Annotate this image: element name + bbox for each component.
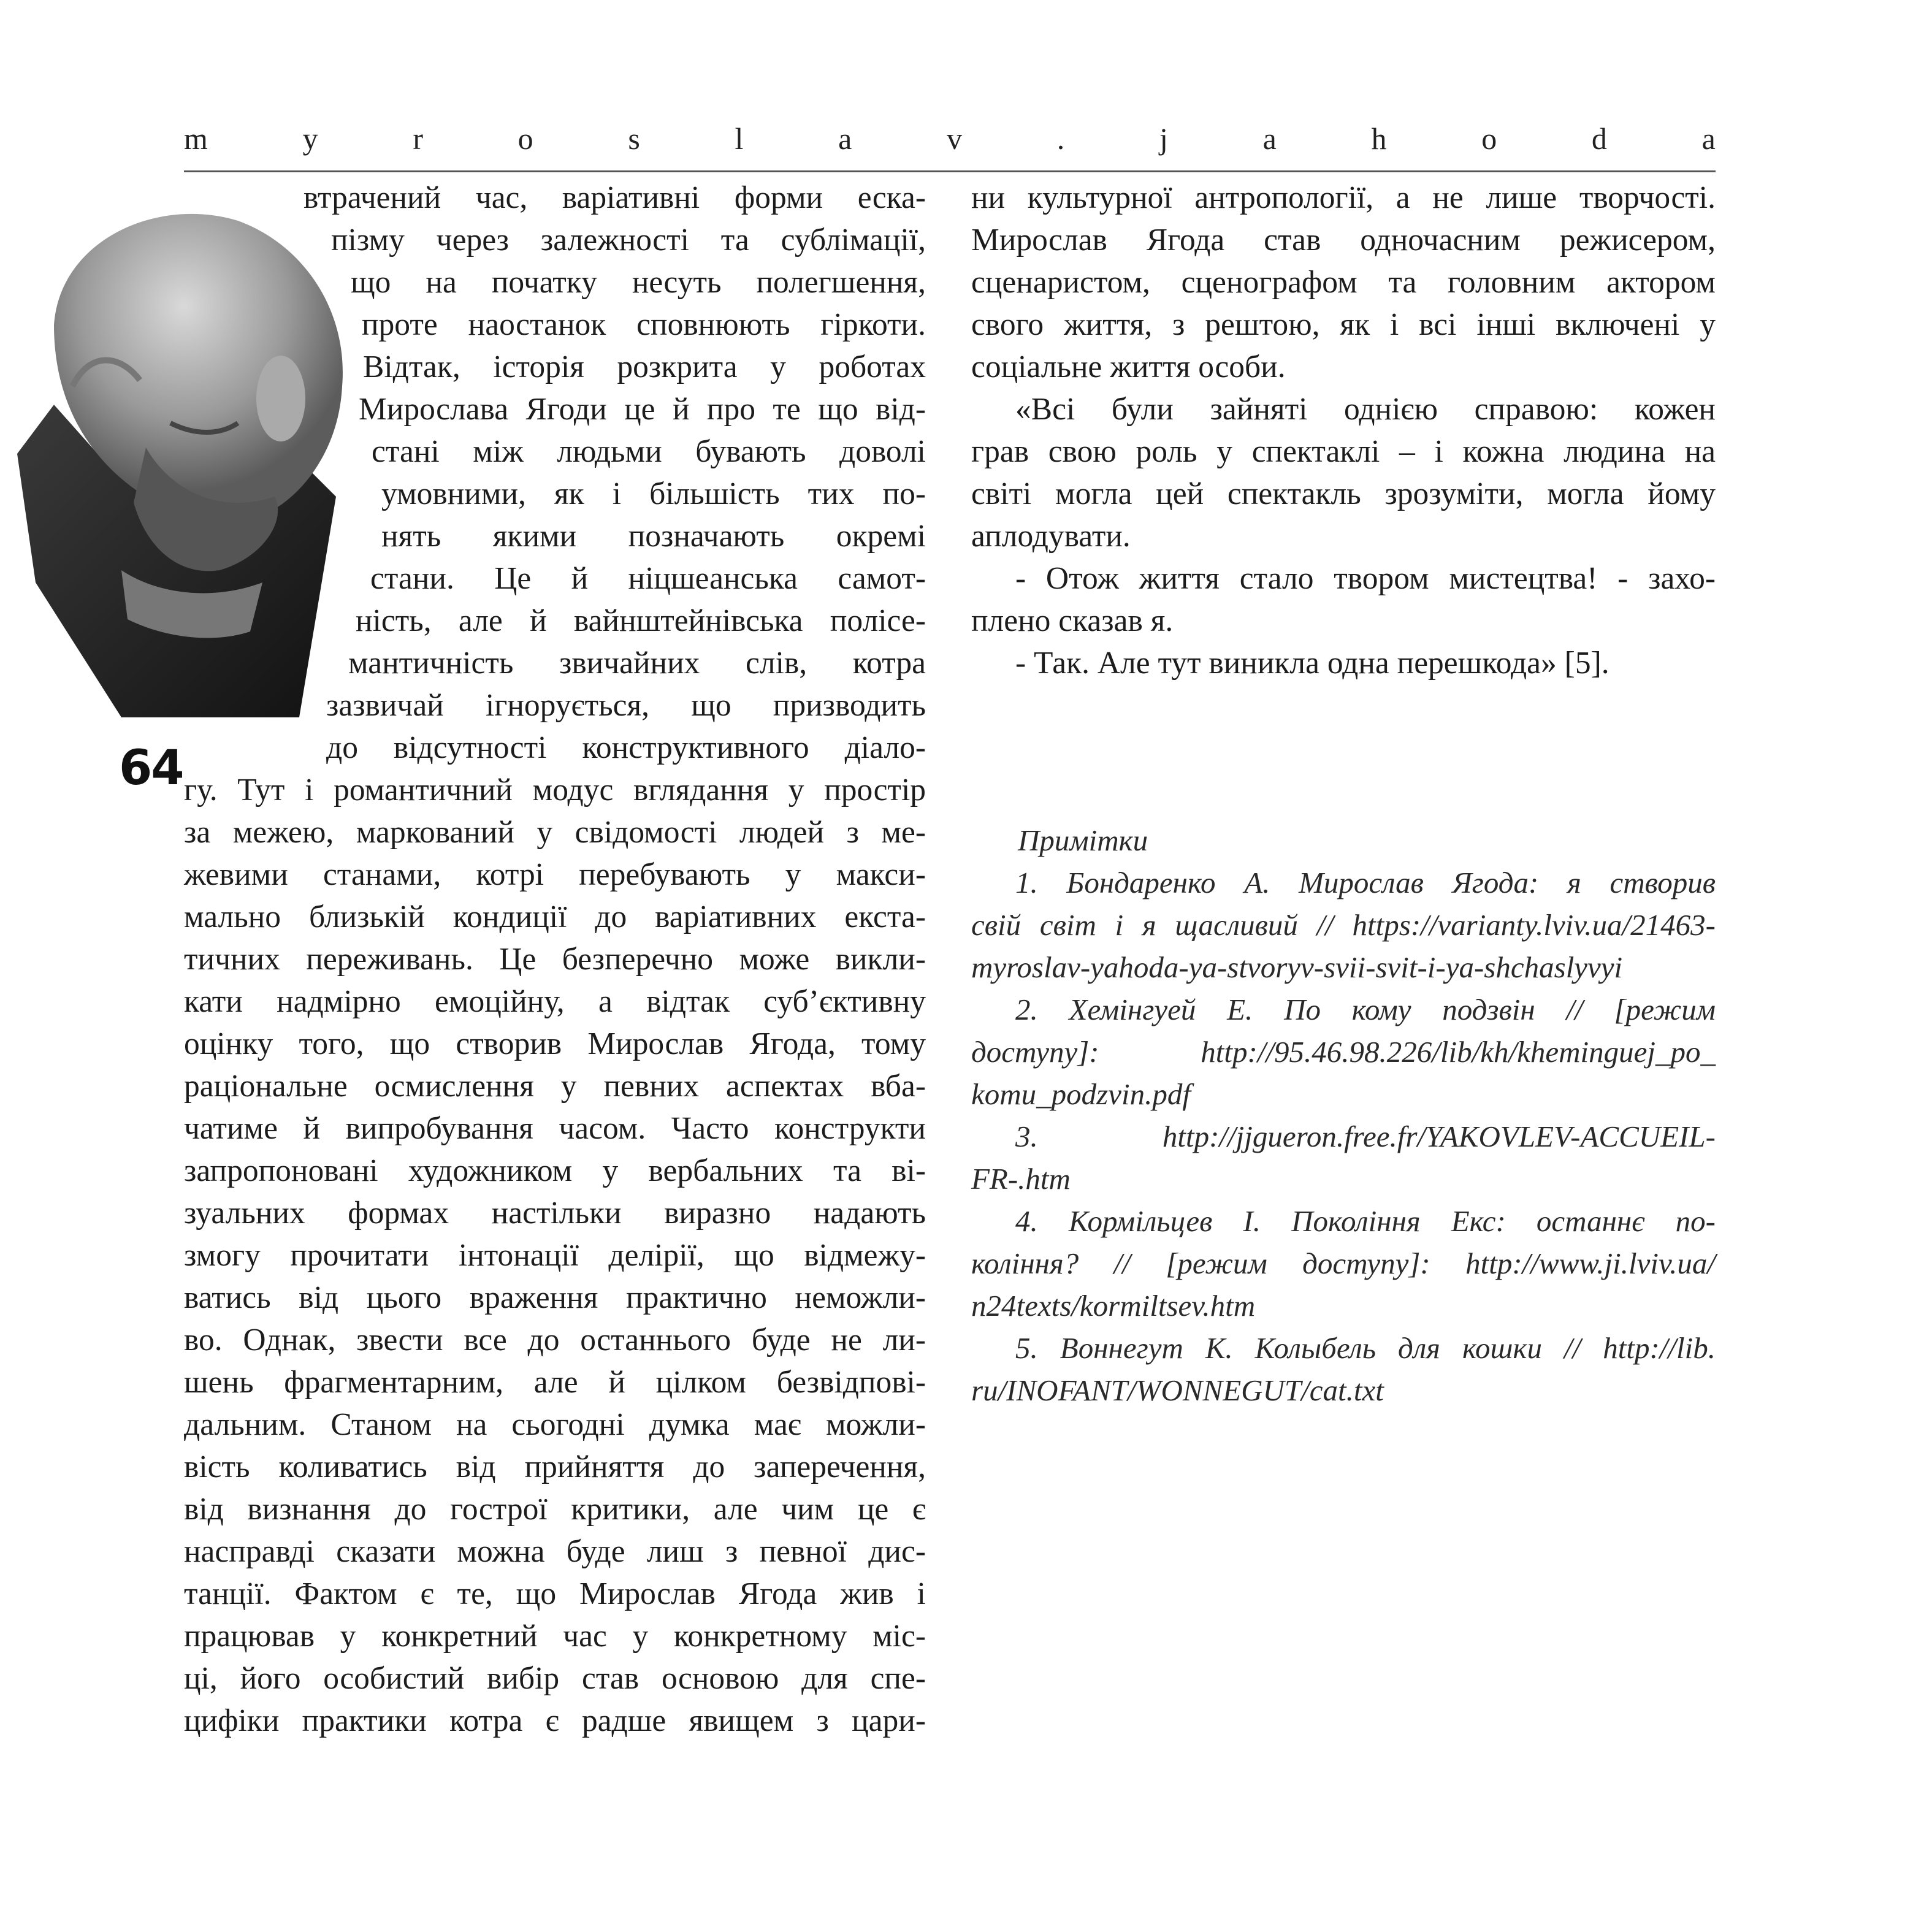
header-letter: s (628, 121, 640, 156)
text-line: коління? // [режим доступу]: http://www.ji.lviv.ua/ (971, 1247, 1716, 1280)
header-letter: y (302, 121, 318, 156)
text-line: працював у конкретний час у конкретному міс- (184, 1619, 926, 1654)
text-line: шень фрагментарним, але й цілком безвідпові- (184, 1365, 926, 1400)
header-letter: l (735, 121, 744, 156)
text-line: цифіки практики котра є радше явищем з цари- (184, 1703, 926, 1738)
header-letter: j (1159, 121, 1168, 156)
header-letter: a (1701, 121, 1716, 156)
text-line: зазвичай ігнорується, що призводить (326, 688, 926, 723)
text-line: - Отож життя стало твором мистецтва! - захо- (1015, 561, 1716, 596)
text-line: стані між людьми бувають доволі (372, 434, 926, 469)
text-line: чатиме й випробування часом. Часто конструкти (184, 1111, 926, 1146)
text-line: 4. Кормільцев І. Покоління Екс: останнє по- (1015, 1204, 1716, 1238)
header-letter: h (1371, 121, 1387, 156)
text-line: Відтак, історія розкрита у роботах (363, 349, 926, 384)
running-head (184, 120, 1716, 157)
text-line: тичних переживань. Це безперечно може викли- (184, 942, 926, 977)
text-line: Мирослава Ягоди це й про те що від- (359, 392, 926, 427)
text-line: від визнання до гострої критики, але чим це є (184, 1492, 926, 1527)
text-line: myroslav-yahoda-ya-stvoryv-svii-svit-i-ya-shchaslyvyi (971, 950, 1623, 984)
text-line: n24texts/kormiltsev.htm (971, 1289, 1256, 1323)
text-line: умовними, як і більшість тих по- (381, 476, 926, 511)
text-line: FR-.htm (971, 1162, 1071, 1196)
text-line: 5. Воннегут К. Колыбель для кошки // http://lib. (1015, 1331, 1716, 1365)
header-letter: o (1481, 121, 1497, 156)
text-line: ru/INOFANT/WONNEGUT/cat.txt (971, 1373, 1384, 1407)
text-line: «Всі були зайняті однією справою: кожен (1015, 392, 1716, 427)
text-line: стани. Це й ніцшеанська самот- (370, 561, 926, 596)
text-line: світі могла цей спектакль зрозуміти, могла йому (971, 476, 1716, 511)
notes-title: Примітки (1018, 823, 1148, 857)
header-letter: a (838, 121, 852, 156)
text-line: мально близькій кондиції до варіативних екста- (184, 899, 926, 934)
text-line: втрачений час, варіативні форми еска- (304, 180, 926, 215)
header-letter: m (184, 121, 208, 156)
header-letter: r (413, 121, 423, 156)
header-letter: . (1056, 121, 1065, 156)
text-line: свій світ і я щасливий // https://varianty.lviv.ua/21463- (971, 908, 1716, 942)
text-line: ність, але й вайнштейнівська полісе- (356, 603, 926, 638)
text-line: плено сказав я. (971, 603, 1174, 638)
header-letter: v (947, 121, 963, 156)
text-line: оцінку того, що створив Мирослав Ягода, тому (184, 1026, 926, 1061)
text-line: Мирослав Ягода став одночасним режисером, (971, 223, 1716, 258)
text-line: вість коливатись від прийняття до заперечення, (184, 1449, 926, 1484)
text-line: за межею, маркований у свідомості людей з ме- (184, 815, 926, 850)
text-line: komu_podzvin.pdf (971, 1077, 1191, 1111)
page-number: 64 (119, 741, 183, 796)
text-line: сценаристом, сценографом та головним актором (971, 265, 1716, 300)
text-line: змогу прочитати інтонації делірії, що відмежу- (184, 1238, 926, 1273)
text-line: соціальне життя особи. (971, 349, 1286, 384)
text-line: кати надмірно емоційну, а відтак суб’єктивну (184, 984, 926, 1019)
text-line: мантичність звичайних слів, котра (348, 646, 926, 681)
text-line: пізму через залежності та сублімації, (331, 223, 926, 258)
left-column (184, 177, 926, 1742)
text-line: во. Однак, звести все до останнього буде не ли- (184, 1323, 926, 1357)
text-line: гу. Тут і романтичний модус вглядання у простір (184, 773, 926, 808)
text-line: грав свою роль у спектаклі – і кожна людина на (971, 434, 1716, 469)
text-line: нять якими позначають окремі (381, 519, 926, 554)
text-line: жевими станами, котрі перебувають у макси- (184, 857, 926, 892)
text-line: 3. http://jjgueron.free.fr/YAKOVLEV-ACCUEIL- (1015, 1120, 1716, 1153)
text-line: ці, його особистий вибір став основою для спе- (184, 1661, 926, 1696)
notes-section (971, 819, 1716, 1411)
text-line: проте наостанок сповнюють гіркоти. (362, 307, 926, 342)
text-line: дальним. Станом на сьогодні думка має можли- (184, 1407, 926, 1442)
header-letter: o (517, 121, 533, 156)
notes-list (971, 861, 1716, 1411)
text-line: 1. Бондаренко А. Мирослав Ягода: я створив (1015, 866, 1716, 899)
text-line: ни культурної антропології, а не лише творчості. (971, 180, 1716, 215)
text-line: раціональне осмислення у певних аспектах вба- (184, 1069, 926, 1104)
text-line: зуальних формах настільки виразно надають (184, 1196, 926, 1231)
text-line: 2. Хемінгуей Е. По кому подзвін // [режим (1015, 993, 1716, 1026)
text-line: що на початку несуть полегшення, (351, 265, 926, 300)
text-line: ватись від цього враження практично неможли- (184, 1280, 926, 1315)
text-line: до відсутності конструктивного діало- (326, 730, 926, 765)
text-line: запропоновані художником у вербальних та ві- (184, 1153, 926, 1188)
text-line: насправді сказати можна буде лиш з певної дис- (184, 1534, 926, 1569)
text-line: - Так. Але тут виникла одна перешкода» [5]. (1015, 646, 1609, 681)
text-line: танції. Фактом є те, що Мирослав Ягода жив і (184, 1576, 926, 1611)
text-line: аплодувати. (971, 519, 1131, 554)
text-line: доступу]: http://95.46.98.226/lib/kh/kheminguej_po_ (971, 1035, 1716, 1069)
header-rule (184, 170, 1716, 172)
right-column (971, 177, 1716, 684)
header-letter: d (1591, 121, 1607, 156)
header-letter: a (1262, 121, 1277, 156)
text-line: свого життя, з рештою, як і всі інші включені у (971, 307, 1716, 342)
